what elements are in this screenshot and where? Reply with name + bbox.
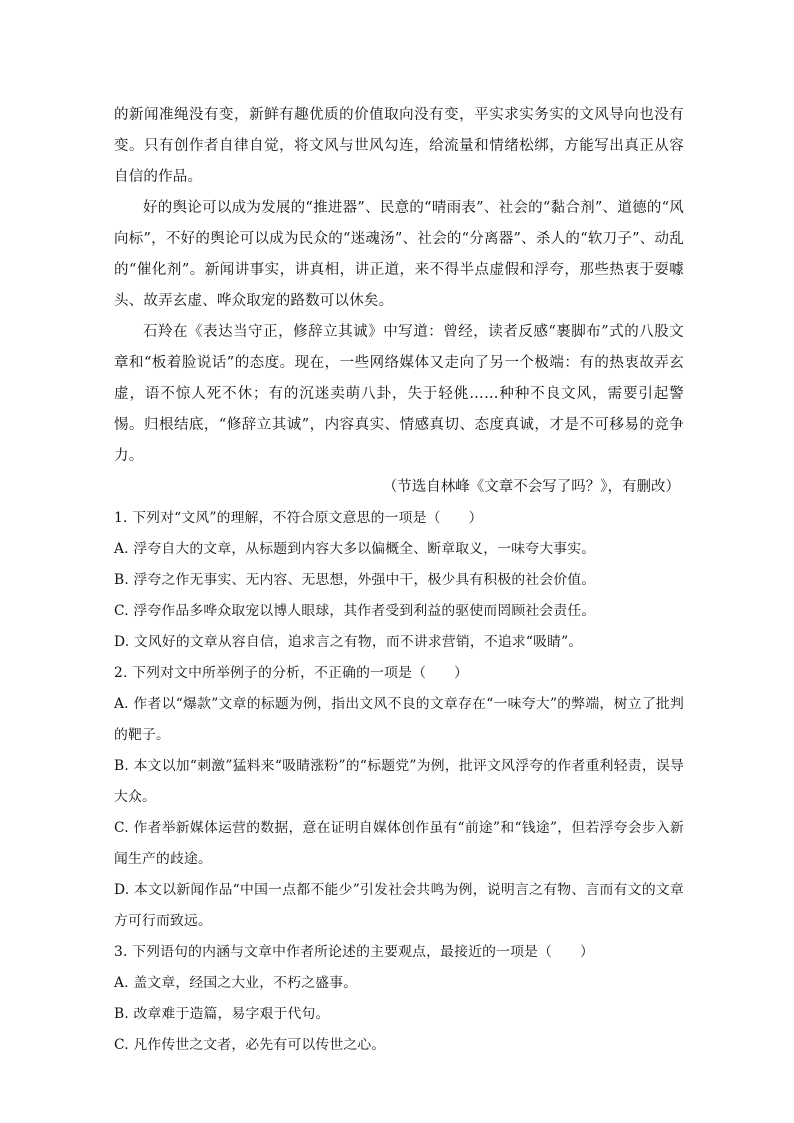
question-3-option-a: A. 盖文章，经国之大业，不朽之盛事。 (114, 975, 358, 991)
question-1-option-c: C. 浮夸作品多哗众取宠以博人眼球，其作者受到利益的驱使而罔顾社会责任。 (114, 603, 596, 619)
question-1-option-a: A. 浮夸自大的文章，从标题到内容大多以偏概全、断章取义，一味夸大事实。 (114, 541, 596, 557)
question-2-option-d: D. 本文以新闻作品“中国一点都不能少”引发社会共鸣为例，说明言之有物、言而有文的文章方可行而致远。 (114, 882, 684, 929)
question-1-option-b: B. 浮夸之作无事实、无内容、无思想，外强中干，极少具有积极的社会价值。 (114, 572, 596, 588)
question-2-option-c: C. 作者举新媒体运营的数据，意在证明自媒体创作虽有“前途”和“钱途”，但若浮夸会步入新闻生产的歧途。 (114, 820, 684, 867)
passage-source: （节选自林峰《文章不会写了吗？》，有删改） (382, 479, 680, 495)
passage-paragraph-2: 好的舆论可以成为发展的“推进器”、民意的“晴雨表”、社会的“黏合剂”、道德的“风向标”，不好的舆论可以成为民众的“迷魂汤”、社会的“分离器”、杀人的“软刀子”、动乱的“催化剂”。新闻讲事实，讲真相，讲正道，来不得半点虚假和浮夸，那些热衷于耍噱头、故弄玄虚、哗众取宠的路数可以休矣。 (114, 200, 684, 309)
document-body (114, 100, 684, 1061)
passage-paragraph-3: 石羚在《表达当守正，修辞立其诚》中写道：曾经，读者反感“裹脚布”式的八股文章和“板着脸说话”的态度。现在，一些网络媒体又走向了另一个极端：有的热衷故弄玄虚，语不惊人死不休；有的沉迷卖萌八卦，失于轻佻……种种不良文风，需要引起警惕。归根结底，“修辞立其诚”，内容真实、情感真切、态度真诚，才是不可移易的竞争力。 (114, 324, 684, 464)
question-3-option-b: B. 改章难于造篇，易字艰于代句。 (114, 1006, 330, 1022)
question-2-option-b: B. 本文以加“刺激”猛料来“吸睛涨粉”的“标题党”为例，批评文风浮夸的作者重利轻责，误导大众。 (114, 758, 684, 805)
question-3-option-c: C. 凡作传世之文者，必先有可以传世之心。 (114, 1037, 386, 1053)
question-2-stem: 2. 下列对文中所举例子的分析，不正确的一项是（ ） (114, 665, 469, 681)
question-1-stem: 1. 下列对“文风”的理解，不符合原文意思的一项是（ ） (114, 510, 483, 526)
question-3-stem: 3. 下列语句的内涵与文章中作者所论述的主要观点，最接近的一项是（ ） (114, 944, 595, 960)
question-1-option-d: D. 文风好的文章从容自信，追求言之有物，而不讲求营销，不追求“吸睛”。 (114, 634, 583, 650)
question-2-option-a: A. 作者以“爆款”文章的标题为例，指出文风不良的文章存在“一味夸大”的弊端，树立了批判的靶子。 (114, 696, 684, 743)
passage-paragraph-1: 的新闻准绳没有变，新鲜有趣优质的价值取向没有变，平实求实务实的文风导向也没有变。只有创作者自律自觉，将文风与世风勾连，给流量和情绪松绑，方能写出真正从容自信的作品。 (114, 107, 684, 185)
